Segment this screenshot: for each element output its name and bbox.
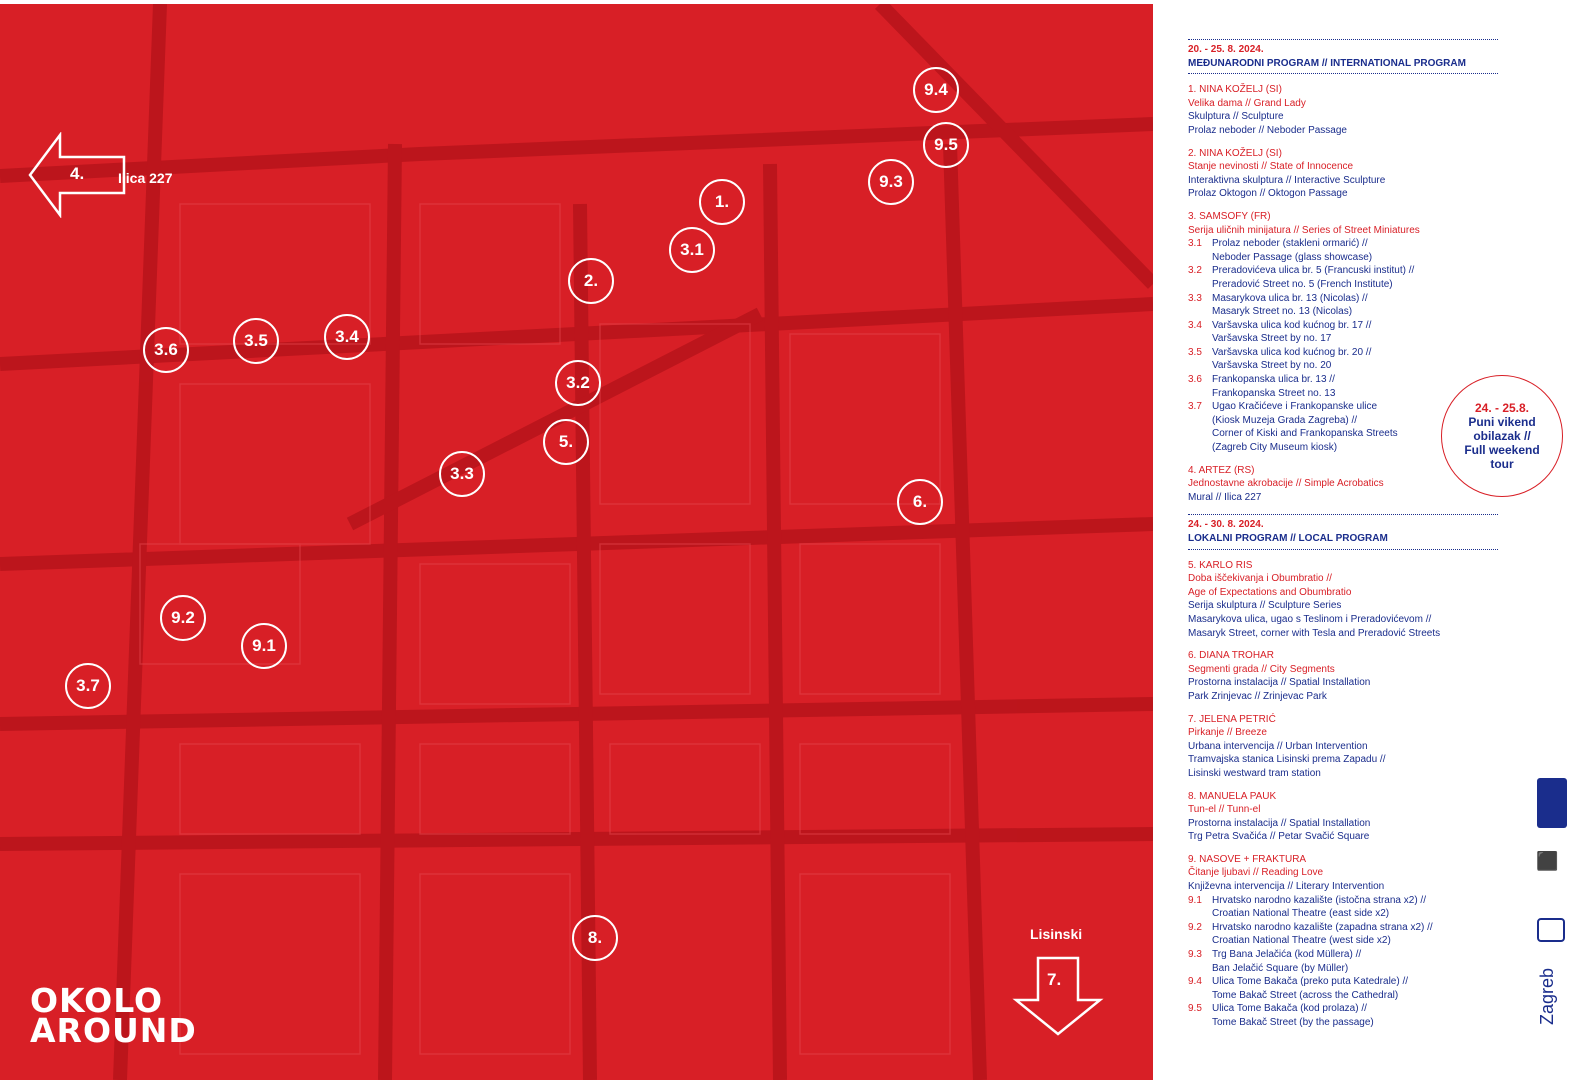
location-line: Hrvatsko narodno kazalište (zapadna strana x2) // — [1212, 921, 1433, 933]
program-entry — [1188, 853, 1498, 1030]
entry-detail: Masarykova ulica, ugao s Teslinom i Preradovićevom // — [1188, 613, 1432, 625]
arrow-left-number: 4. — [70, 164, 85, 183]
map-marker-2[interactable]: 2. — [568, 258, 614, 304]
location-item — [1188, 1002, 1498, 1029]
entry-artist: 7. JELENA PETRIĆ — [1188, 713, 1276, 725]
location-line: (Zagreb City Museum kiosk) — [1212, 442, 1338, 454]
location-line: Prolaz neboder (stakleni ormarić) // — [1212, 238, 1368, 250]
location-text — [1212, 346, 1371, 373]
sponsor-jjb-logo: ⬛ — [1538, 850, 1558, 872]
program-entry — [1188, 713, 1498, 781]
location-text — [1212, 975, 1408, 1002]
entry-detail: Park Zrinjevac // Zrinjevac Park — [1188, 690, 1327, 702]
map-marker-3-7[interactable]: 3.7 — [65, 663, 111, 709]
location-line: Varšavska ulica kod kućnog br. 17 // — [1212, 319, 1372, 331]
location-item — [1188, 975, 1498, 1002]
location-line: Varšavska Street by no. 20 — [1212, 360, 1332, 372]
map-marker-5[interactable]: 5. — [543, 419, 589, 465]
map-marker-1[interactable]: 1. — [699, 179, 745, 225]
location-line: Croatian National Theatre (west side x2) — [1212, 935, 1391, 947]
location-line: Hrvatsko narodno kazalište (istočna strana x2) // — [1212, 894, 1426, 906]
okolo-around-logo: OKOLO AROUND — [30, 981, 197, 1050]
map-area — [0, 4, 1153, 1080]
location-line: Tome Bakač Street (by the passage) — [1212, 1017, 1374, 1028]
entry-work: Serija uličnih minijatura // Series of Street Miniatures — [1188, 224, 1420, 236]
entry-work: Tun-el // Tunn-el — [1188, 804, 1261, 816]
location-text — [1212, 319, 1371, 346]
location-line: Masaryk Street no. 13 (Nicolas) — [1212, 306, 1353, 318]
location-line: Trg Bana Jelačića (kod Müllera) // — [1212, 949, 1362, 961]
entry-detail: Prolaz neboder // Neboder Passage — [1188, 124, 1347, 136]
location-item — [1188, 292, 1498, 319]
location-text — [1212, 264, 1414, 291]
location-line: Ban Jelačić Square (by Müller) — [1212, 962, 1349, 974]
map-marker-3-3[interactable]: 3.3 — [439, 451, 485, 497]
map-marker-3-1[interactable]: 3.1 — [669, 227, 715, 273]
entry-detail: Prolaz Oktogon // Oktogon Passage — [1188, 188, 1348, 200]
map-marker-8[interactable]: 8. — [572, 915, 618, 961]
arrow-left-place: Ilica 227 — [118, 170, 173, 186]
entry-detail: Prostorna instalacija // Spatial Installation — [1188, 817, 1371, 829]
location-line: Croatian National Theatre (east side x2) — [1212, 908, 1390, 920]
location-line: Ulica Tome Bakača (kod prolaza) // — [1212, 1003, 1367, 1015]
entry-detail: Lisinski westward tram station — [1188, 767, 1321, 779]
program-entry — [1188, 790, 1498, 844]
map-marker-3-5[interactable]: 3.5 — [233, 318, 279, 364]
location-text — [1212, 237, 1372, 264]
map-marker-3-2[interactable]: 3.2 — [555, 360, 601, 406]
location-line: Ulica Tome Bakača (preko puta Katedrale) // — [1212, 976, 1409, 988]
map-marker-3-4[interactable]: 3.4 — [324, 314, 370, 360]
entry-artist: 1. NINA KOŽELJ (SI) — [1188, 84, 1282, 96]
map-marker-9-3[interactable]: 9.3 — [868, 159, 914, 205]
location-line: Ugao Kračićeve i Frankopanske ulice — [1212, 401, 1378, 413]
map-marker-6[interactable]: 6. — [897, 479, 943, 525]
entry-work: Jednostavne akrobacije // Simple Acrobatics — [1188, 478, 1384, 490]
arrow-down-place: Lisinski — [1030, 926, 1083, 942]
location-line: Corner of Kiski and Frankopanska Streets — [1212, 428, 1398, 440]
location-number: 9.3 — [1188, 949, 1202, 961]
map-marker-9-2[interactable]: 9.2 — [160, 595, 206, 641]
location-item — [1188, 237, 1498, 264]
location-item — [1188, 264, 1498, 291]
entry-detail: Urbana intervencija // Urban Intervention — [1188, 740, 1368, 752]
location-item — [1188, 921, 1498, 948]
entry-work: Pirkanje // Breeze — [1188, 727, 1267, 739]
location-item — [1188, 319, 1498, 346]
program-entry — [1188, 649, 1498, 703]
sponsor-zagreb-logo: Zagreb — [1537, 968, 1557, 1026]
intl-title: MEĐUNARODNI PROGRAM // INTERNATIONAL PROGRAM — [1188, 57, 1466, 69]
program-entry — [1188, 559, 1498, 641]
location-line: Tome Bakač Street (across the Cathedral) — [1212, 989, 1399, 1001]
entry-detail: Masaryk Street, corner with Tesla and Preradović Streets — [1188, 627, 1441, 639]
entry-work: Doba iščekivanja i Obumbratio // — [1188, 573, 1332, 585]
entry-detail: Interaktivna skulptura // Interactive Sculpture — [1188, 174, 1386, 186]
entry-work: Velika dama // Grand Lady — [1188, 97, 1306, 109]
location-number: 3.4 — [1188, 319, 1202, 331]
location-number: 9.2 — [1188, 921, 1202, 933]
location-number: 3.3 — [1188, 292, 1202, 304]
location-text — [1212, 894, 1426, 921]
location-line: Preradović Street no. 5 (French Institute) — [1212, 278, 1393, 290]
entry-artist: 6. DIANA TROHAR — [1188, 650, 1274, 662]
entry-detail: Skulptura // Sculpture — [1188, 111, 1284, 123]
intl-dates: 20. - 25. 8. 2024. — [1188, 44, 1264, 55]
location-number: 9.4 — [1188, 976, 1202, 988]
location-item — [1188, 373, 1498, 400]
aerial-texture — [0, 4, 1153, 1080]
location-text — [1212, 1002, 1374, 1029]
location-line: Varšavska Street by no. 17 — [1212, 333, 1332, 345]
entry-work: Segmenti grada // City Segments — [1188, 663, 1335, 675]
entry-detail: Serija skulptura // Sculpture Series — [1188, 600, 1342, 612]
local-entries — [1188, 559, 1498, 1030]
location-text — [1212, 373, 1335, 400]
location-line: Frankopanska ulica br. 13 // — [1212, 374, 1335, 386]
location-line: Frankopanska Street no. 13 — [1212, 387, 1336, 399]
entry-artist: 9. NASOVE + FRAKTURA — [1188, 853, 1307, 865]
down-arrow-icon — [1012, 956, 1104, 1038]
location-text — [1212, 292, 1368, 319]
entry-work: Stanje nevinosti // State of Innocence — [1188, 161, 1354, 173]
location-number: 3.1 — [1188, 238, 1202, 250]
location-text — [1212, 948, 1361, 975]
location-number: 3.2 — [1188, 265, 1202, 277]
location-number: 9.1 — [1188, 894, 1202, 906]
location-item — [1188, 346, 1498, 373]
entry-artist: 5. KARLO RIS — [1188, 559, 1253, 571]
location-line: Neboder Passage (glass showcase) — [1212, 251, 1373, 263]
sponsor-uprent-logo — [1537, 778, 1567, 828]
entry-artist: 8. MANUELA PAUK — [1188, 790, 1277, 802]
program-entry — [1188, 147, 1498, 201]
sponsor-emblem-logo — [1537, 918, 1565, 942]
location-number: 9.5 — [1188, 1003, 1202, 1015]
location-line: (Kiosk Muzeja Grada Zagreba) // — [1212, 414, 1358, 426]
location-line: Varšavska ulica kod kućnog br. 20 // — [1212, 346, 1372, 358]
location-number: 3.7 — [1188, 401, 1202, 413]
entry-detail: Književna intervencija // Literary Intervention — [1188, 881, 1385, 893]
entry-detail: Tramvajska stanica Lisinski prema Zapadu // — [1188, 754, 1386, 766]
entry-work: Age of Expectations and Obumbratio — [1188, 586, 1352, 598]
location-line: Masarykova ulica br. 13 (Nicolas) // — [1212, 292, 1368, 304]
location-line: Preradovićeva ulica br. 5 (Francuski institut) // — [1212, 265, 1415, 277]
arrow-down-number: 7. — [1047, 970, 1062, 989]
location-number: 3.6 — [1188, 374, 1202, 386]
program-panel — [1188, 36, 1498, 1030]
entry-artist: 2. NINA KOŽELJ (SI) — [1188, 147, 1282, 159]
location-item — [1188, 894, 1498, 921]
entry-artist: 4. ARTEZ (RS) — [1188, 464, 1255, 476]
entry-artist: 3. SAMSOFY (FR) — [1188, 210, 1271, 222]
entry-detail: Trg Petra Svačića // Petar Svačić Square — [1188, 831, 1370, 843]
location-text — [1212, 921, 1433, 948]
map-marker-3-6[interactable]: 3.6 — [143, 327, 189, 373]
location-text — [1212, 400, 1398, 454]
entry-detail: Mural // Ilica 227 — [1188, 491, 1262, 503]
map-marker-9-1[interactable]: 9.1 — [241, 623, 287, 669]
program-entry — [1188, 83, 1498, 137]
map-marker-9-5[interactable]: 9.5 — [923, 122, 969, 168]
local-dates: 24. - 30. 8. 2024. — [1188, 519, 1264, 531]
location-item — [1188, 948, 1498, 975]
entry-work: Čitanje ljubavi // Reading Love — [1188, 867, 1324, 879]
weekend-tour-badge: 24. - 25.8. Puni vikend obilazak // Full weekend tour — [1441, 375, 1563, 497]
map-marker-9-4[interactable]: 9.4 — [913, 67, 959, 113]
location-number: 3.5 — [1188, 346, 1202, 358]
entry-detail: Prostorna instalacija // Spatial Installation — [1188, 677, 1371, 689]
local-title: LOKALNI PROGRAM // LOCAL PROGRAM — [1188, 533, 1388, 544]
